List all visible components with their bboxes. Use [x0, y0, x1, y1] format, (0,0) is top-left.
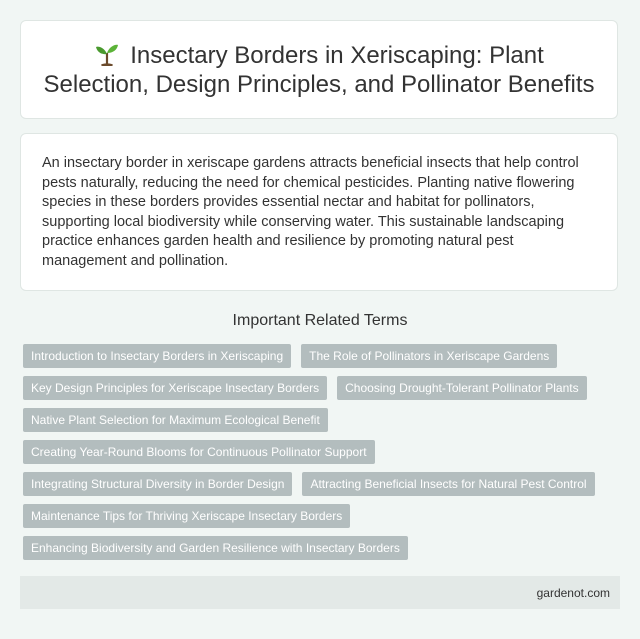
term-row — [23, 440, 623, 464]
term-row — [23, 376, 623, 400]
title-card — [20, 20, 618, 119]
term-tag[interactable]: Native Plant Selection for Maximum Ecological Benefit — [23, 408, 328, 432]
term-row — [23, 504, 623, 528]
term-row — [23, 344, 623, 368]
term-tag[interactable]: Attracting Beneficial Insects for Natural Pest Control — [302, 472, 594, 496]
sprout-icon — [94, 42, 120, 66]
term-tag[interactable]: Choosing Drought-Tolerant Pollinator Plants — [337, 376, 586, 400]
term-tag[interactable]: Integrating Structural Diversity in Border Design — [23, 472, 292, 496]
term-tag[interactable]: The Role of Pollinators in Xeriscape Gardens — [301, 344, 557, 368]
term-tag[interactable]: Key Design Principles for Xeriscape Insectary Borders — [23, 376, 327, 400]
footer-site-link[interactable]: gardenot.com — [536, 585, 610, 600]
term-tag[interactable]: Maintenance Tips for Thriving Xeriscape Insectary Borders — [23, 504, 350, 528]
summary-card — [20, 133, 618, 291]
term-tag[interactable]: Introduction to Insectary Borders in Xeriscaping — [23, 344, 291, 368]
page-title — [39, 41, 599, 99]
footer — [20, 576, 620, 609]
page-title-text: Insectary Borders in Xeriscaping: Plant Selection, Design Principles, and Pollinator Benefits — [43, 41, 595, 98]
summary-text: An insectary border in xeriscape gardens attracts beneficial insects that help control pests naturally, reducing the need for chemical pesticides. Planting native flowering species in these borders provides essential nectar and habitat for pollinators, supporting local biodiversity while conserving water. This sustainable landscaping practice enhances garden health and resilience by promoting natural pest management and pollination. — [42, 155, 579, 269]
term-row — [23, 408, 623, 432]
term-tag[interactable]: Enhancing Biodiversity and Garden Resilience with Insectary Borders — [23, 536, 408, 560]
related-terms-heading: Important Related Terms — [232, 312, 408, 329]
term-row — [23, 472, 623, 496]
term-tag[interactable]: Creating Year-Round Blooms for Continuous Pollinator Support — [23, 440, 375, 464]
term-row — [23, 536, 623, 560]
related-terms-list — [23, 344, 623, 568]
